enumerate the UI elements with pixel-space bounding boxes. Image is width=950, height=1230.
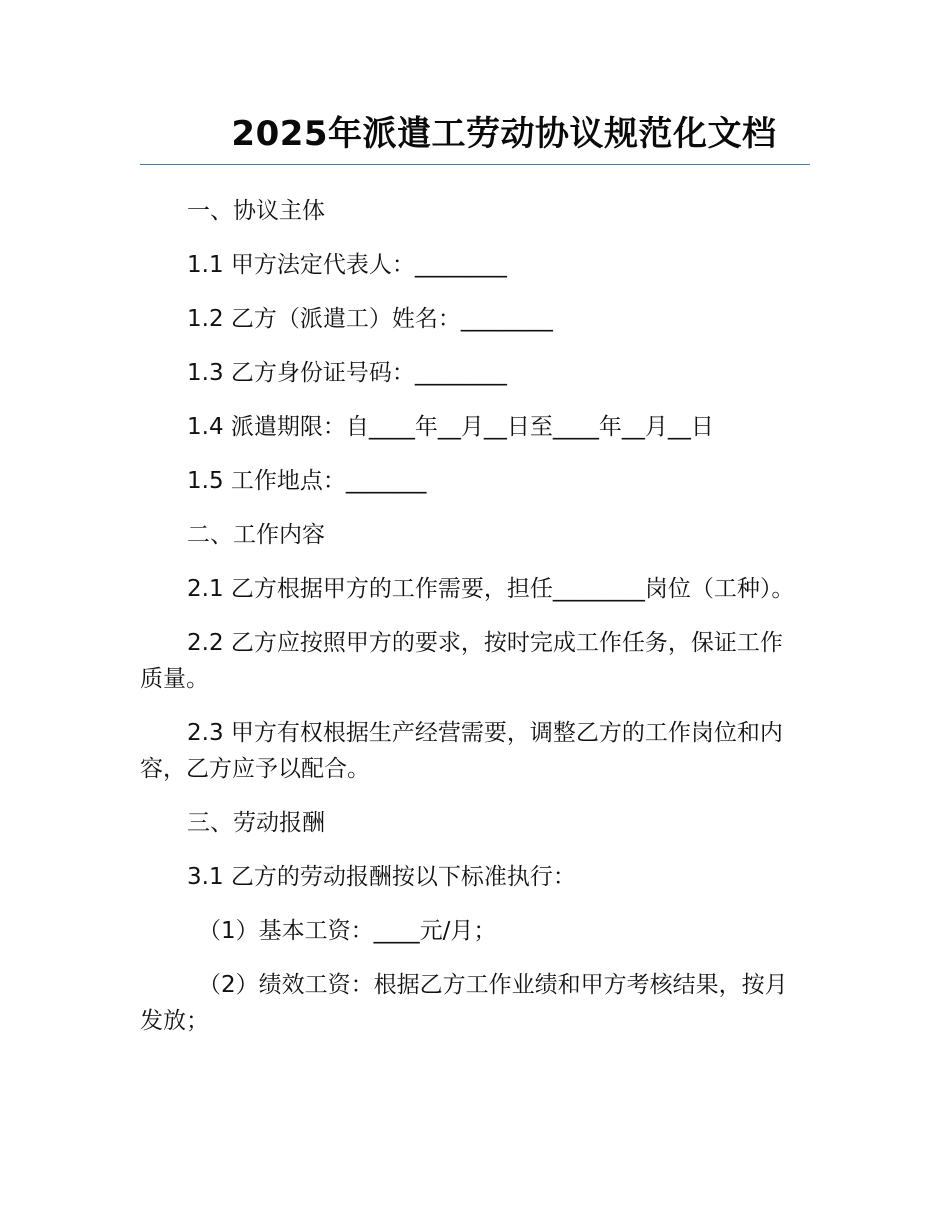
sub-item-basic-salary: （1）基本工资：____元/月； [198,918,497,944]
clause-1-2: 1.2 乙方（派遣工）姓名：________ [187,306,553,332]
clause-1-1: 1.1 甲方法定代表人：________ [187,252,507,278]
section-heading-3: 三、劳动报酬 [187,810,325,836]
document-title: 2025年派遣工劳动协议规范化文档 [231,114,777,154]
clause-1-3: 1.3 乙方身份证号码：________ [187,360,507,386]
document-body [140,193,804,1057]
clause-1-4: 1.4 派遣期限：自____年__月__日至____年__月__日 [187,414,714,440]
clause-2-1: 2.1 乙方根据甲方的工作需要，担任________岗位（工种）。 [187,576,795,602]
clause-2-3: 2.3 甲方有权根据生产经营需要，调整乙方的工作岗位和内容，乙方应予以配合。 [140,720,783,782]
clause-2-2: 2.2 乙方应按照甲方的要求，按时完成工作任务，保证工作质量。 [140,630,783,692]
clause-3-1: 3.1 乙方的劳动报酬按以下标准执行： [187,864,576,890]
sub-item-performance-pay: （2）绩效工资：根据乙方工作业绩和甲方考核结果，按月发放； [140,972,788,1034]
section-heading-2: 二、工作内容 [187,522,325,548]
section-heading-1: 一、协议主体 [187,198,325,224]
clause-1-5: 1.5 工作地点：_______ [187,468,427,494]
title-block [140,112,810,165]
